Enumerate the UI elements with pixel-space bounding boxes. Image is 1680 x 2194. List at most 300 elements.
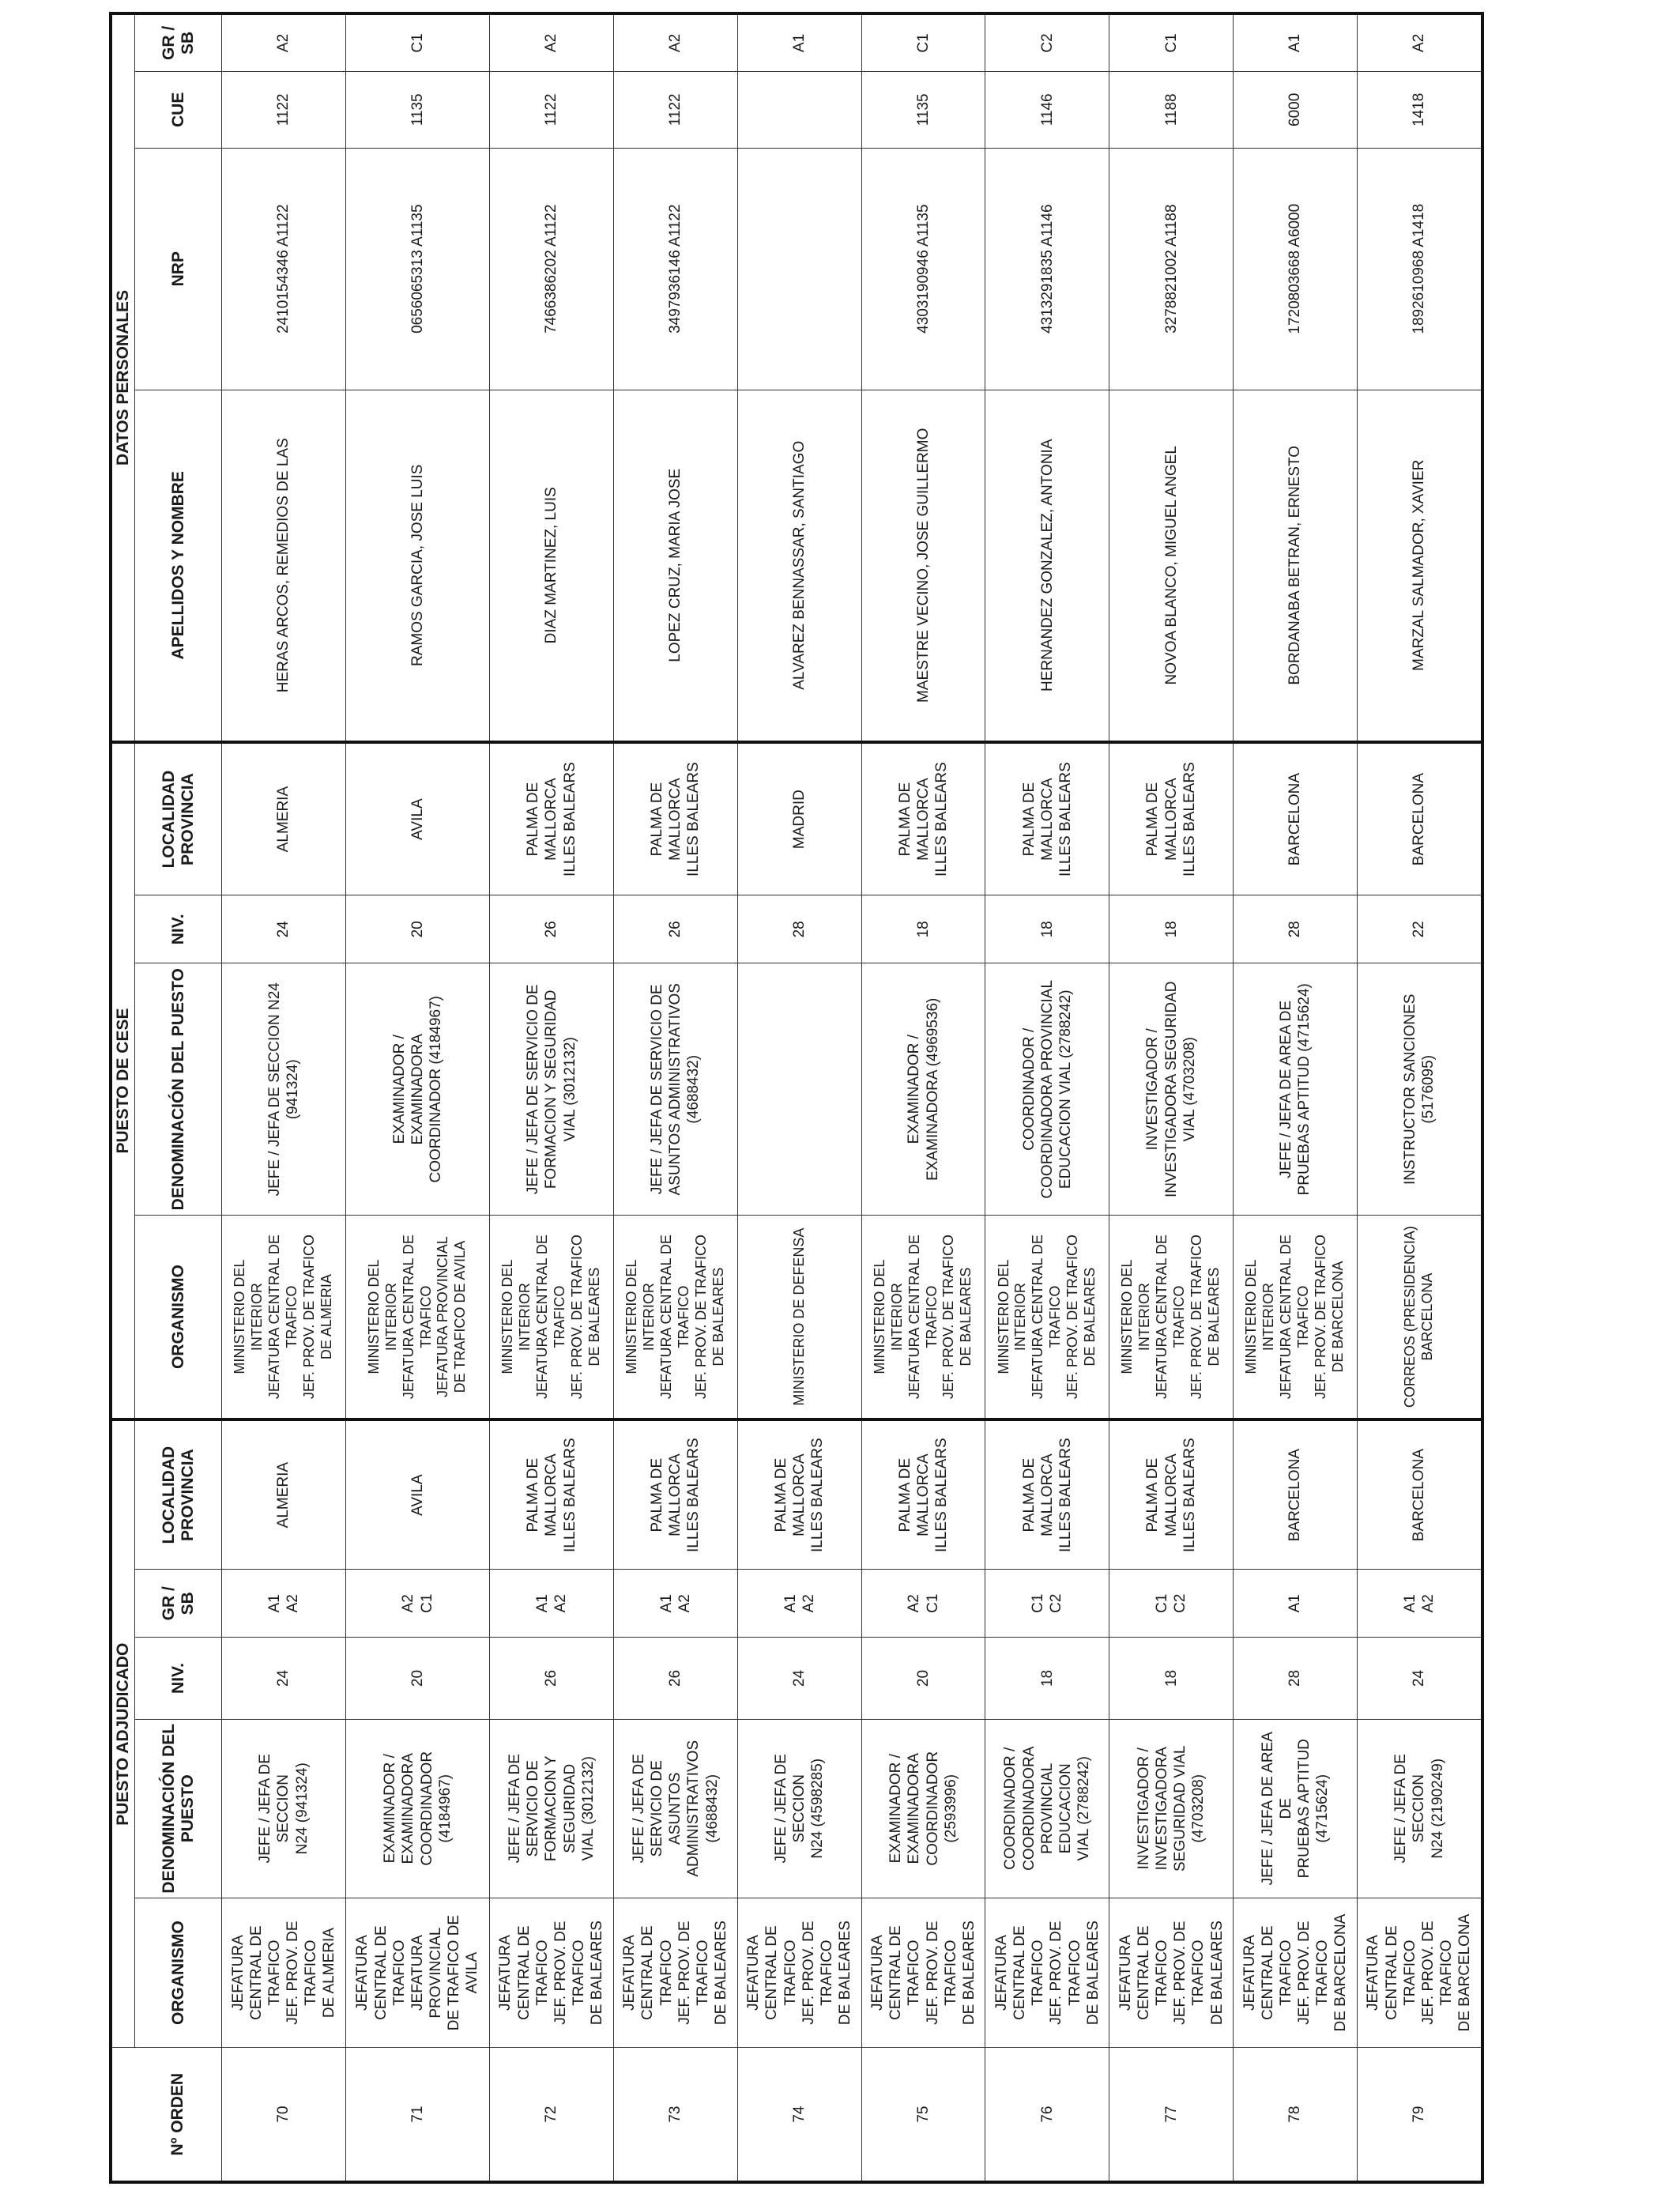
cell-niv: 28 [1234,1638,1358,1719]
cell-cese-localidad [222,742,346,895]
cell-organismo-line: JEFATURA CENTRAL DE [1241,1925,1276,2020]
cell-denominacion [985,1719,1109,1898]
cell-orden: 71 [345,2048,489,2182]
cell-cese-denominacion-line: FORMACION Y SEGURIDAD [543,990,560,1189]
col-localidad: LOCALIDAD PROVINCIA [135,1419,222,1570]
cell-cese-localidad-line: MALLORCA [1162,778,1180,861]
cell-cese-localidad [1109,742,1234,895]
cell-grsb-line: A1 [782,1594,799,1613]
cell-cese-organismo-line: CORREOS (PRESIDENCIA) [1402,1226,1418,1408]
cell-grsb-line: C2 [1172,1593,1189,1613]
cell-denominacion-line: EXAMINADOR / [382,1754,399,1864]
cell-cese-localidad-line: ILLES BALEARS [685,762,703,876]
cell-organismo-line: JEF. PROV. DE TRAFICO [676,1921,711,2025]
cell-apellidos: LOPEZ CRUZ, MARIA JOSE [613,390,737,742]
cell-grsb [1109,1570,1234,1638]
cell-cese-denominacion [1357,963,1482,1216]
cell-nrp: 7466386202 A1122 [490,148,614,390]
cell-pers-grsb: A1 [737,13,861,71]
cell-cese-organismo-line: BARCELONA [1418,1272,1435,1361]
cell-cese-organismo-line: JEFATURA CENTRAL DE [400,1235,416,1400]
cell-denominacion-line: VIAL (2788242) [1075,1756,1093,1861]
cell-cese-organismo-line: INTERIOR [640,1283,657,1351]
cell-cese-organismo-line: INTERIOR [1136,1283,1153,1351]
cell-cese-organismo-line: TRAFICO [551,1285,567,1348]
cell-grsb [490,1570,614,1638]
cell-cese-localidad-line: PALMA DE [1020,782,1038,857]
table-row [490,13,614,2182]
cell-cese-organismo-line: DE BALEARES [958,1267,974,1367]
cell-nrp: 3278821002 A1188 [1109,148,1234,390]
cell-denominacion-line: JEFE / JEFA DE SECCION [257,1754,292,1864]
cell-cese-niv: 18 [861,895,985,963]
cell-grsb-line: A1 [1401,1594,1418,1613]
cell-grsb-line: C1 [1030,1593,1047,1613]
cell-orden: 72 [490,2048,614,2182]
cell-organismo-line: JEFATURA PROVINCIAL [409,1927,445,2019]
cell-orden: 79 [1357,2048,1482,2182]
cell-organismo-line: JEF. PROV. DE TRAFICO [800,1921,835,2025]
cell-organismo [861,1898,985,2048]
cell-cue: 1188 [1109,71,1234,148]
cell-cese-organismo-line: MINISTERIO DEL [1243,1259,1260,1374]
cell-cese-organismo-line: TRAFICO [1171,1285,1188,1348]
cell-cese-organismo-line: INTERIOR [517,1283,533,1351]
group-puesto-cese: PUESTO DE CESE [111,742,135,1419]
table-row [345,13,489,2182]
cell-cue: 1146 [985,71,1109,148]
cell-cese-denominacion-line: INVESTIGADOR / [1144,1028,1162,1151]
cell-cese-denominacion [345,963,489,1216]
cell-denominacion-line: ADMINISTRATIVOS [685,1740,703,1877]
cell-organismo-line: TRAFICO [533,1940,551,2006]
cell-denominacion-line: SEGURIDAD VIAL [1172,1745,1189,1872]
cell-grsb-line: A2 [400,1594,417,1613]
cell-grsb [613,1570,737,1638]
cell-nrp [737,148,861,390]
cell-grsb-line: A2 [1419,1594,1437,1613]
cell-niv: 26 [490,1638,614,1719]
cell-nrp: 1720803668 A6000 [1234,148,1358,390]
cell-denominacion [1234,1719,1358,1898]
cell-denominacion-line: EXAMINADORA [906,1753,923,1864]
cell-organismo [1357,1898,1482,2048]
cell-localidad [1234,1419,1358,1570]
cell-cese-localidad-line: MALLORCA [914,778,932,861]
cell-cese-localidad-line: MADRID [791,790,808,850]
cell-denominacion-line: PROVINCIAL EDUCACION [1038,1762,1074,1854]
cell-cese-organismo-line: MINISTERIO DE DEFENSA [790,1227,807,1406]
cell-cue: 1135 [345,71,489,148]
cell-cese-denominacion [861,963,985,1216]
cell-denominacion [222,1719,346,1898]
cell-nrp: 4313291835 A1146 [985,148,1109,390]
cell-grsb [1357,1570,1482,1638]
cell-cese-organismo-line: JEF. PROV. DE TRAFICO [1188,1235,1205,1400]
cell-cese-localidad-line: PALMA DE [1144,782,1162,857]
cell-cese-denominacion-line: EXAMINADOR / [390,1035,408,1144]
cell-cese-organismo [1234,1216,1358,1419]
col-denominacion: DENOMINACIÓN DEL PUESTO [135,1719,222,1898]
cell-cese-niv: 22 [1357,895,1482,963]
cell-organismo-line: JEFATURA CENTRAL DE [869,1925,905,2020]
cell-cese-localidad-line: ALMERIA [275,786,292,853]
cell-organismo-line: JEFATURA CENTRAL DE [497,1925,533,2020]
cell-cese-organismo-line: INTERIOR [249,1283,266,1351]
cell-denominacion-line: (4703208) [1190,1774,1207,1843]
cell-niv: 24 [737,1638,861,1719]
cell-denominacion-line: INVESTIGADOR / [1135,1747,1152,1870]
column-header-row [135,13,222,2182]
cell-cese-organismo [1357,1216,1482,1419]
cell-cese-organismo-line: JEFATURA CENTRAL DE [657,1235,674,1400]
cell-cese-organismo-line: MINISTERIO DEL [365,1259,382,1374]
cell-organismo-line: JEF. PROV. DE TRAFICO [1296,1921,1332,2025]
cell-grsb [737,1570,861,1638]
cell-cese-localidad-line: PALMA DE [525,782,542,857]
cell-cese-localidad [1234,742,1358,895]
cell-cese-denominacion-line: (5176095) [1419,1054,1437,1124]
cell-denominacion [1357,1719,1482,1898]
cell-organismo-line: JEF. PROV. DE TRAFICO [1048,1921,1083,2025]
cell-cese-denominacion [613,963,737,1216]
col-orden: Nº ORDEN [135,2048,222,2182]
cell-localidad-line: PALMA DE [1144,1457,1162,1532]
cell-organismo-line: DE BARCELONA [1456,1913,1474,2032]
cell-localidad [613,1419,737,1570]
col-nrp: NRP [135,148,222,390]
cell-cue: 1418 [1357,71,1482,148]
cell-niv: 20 [861,1638,985,1719]
cell-cese-denominacion [985,963,1109,1216]
cell-organismo-line: DE BALEARES [960,1921,977,2026]
cell-cese-niv: 28 [737,895,861,963]
cell-cese-denominacion-line: EXAMINADOR / [906,1035,923,1144]
cell-localidad-line: ILLES BALEARS [1057,1438,1074,1552]
cell-nrp: 3497936146 A1122 [613,148,737,390]
cell-cese-localidad-line: PALMA DE [896,782,913,857]
cell-denominacion-line: ASUNTOS [667,1772,684,1845]
cell-localidad-line: AVILA [409,1474,426,1516]
col-cese-niv: NIV. [135,895,222,963]
cell-cese-localidad [1357,742,1482,895]
cell-localidad-line: MALLORCA [543,1453,560,1536]
cell-cese-organismo-line: DE BALEARES [1206,1267,1222,1367]
table-row [613,13,737,2182]
cell-apellidos: RAMOS GARCIA, JOSE LUIS [345,390,489,742]
cell-organismo-line: JEF. PROV. DE TRAFICO [924,1921,959,2025]
cell-apellidos: BORDANABA BETRAN, ERNESTO [1234,390,1358,742]
cell-cese-organismo-line: JEFATURA CENTRAL DE [1154,1235,1170,1400]
col-apellidos: APELLIDOS Y NOMBRE [135,390,222,742]
cell-localidad [490,1419,614,1570]
cell-niv: 18 [1109,1638,1234,1719]
cell-denominacion-line: COORDINADORA [1020,1746,1038,1871]
cell-apellidos: ALVAREZ BENNASSAR, SANTIAGO [737,390,861,742]
col-cue: CUE [135,71,222,148]
cell-localidad-line: PALMA DE [525,1457,542,1532]
cell-organismo-line: DE ALMERIA [321,1928,338,2019]
cell-cese-denominacion-line: COORDINADOR / [1020,1027,1038,1151]
cell-nrp: 1892610968 A1418 [1357,148,1482,390]
cell-grsb-line: C2 [1048,1593,1065,1613]
cell-cese-denominacion-line: (941324) [284,1059,302,1120]
cell-cese-organismo-line: TRAFICO [284,1285,300,1348]
cell-niv: 26 [613,1638,737,1719]
cell-cue: 1122 [222,71,346,148]
cell-organismo-line: TRAFICO [1277,1940,1294,2006]
cell-cese-organismo-line: MINISTERIO DEL [995,1259,1011,1374]
cell-localidad [737,1419,861,1570]
cell-cese-denominacion-line: ASUNTOS ADMINISTRATIVOS [667,983,684,1196]
cell-organismo-line: DE TRAFICO DE AVILA [446,1914,481,2031]
cell-cese-organismo-line: JEF. PROV. DE TRAFICO [692,1235,709,1400]
cell-cese-denominacion-line: INSTRUCTOR SANCIONES [1401,993,1418,1185]
cell-organismo-line: DE BALEARES [837,1921,854,2026]
cell-cese-denominacion-line: JEFE / JEFA DE SECCION N24 [266,982,283,1197]
cell-grsb-line: A2 [800,1594,817,1613]
cell-cese-organismo-line: JEF. PROV. DE TRAFICO [1064,1235,1081,1400]
cell-organismo [985,1898,1109,2048]
rotated-table-sheet [109,12,1484,2184]
cell-cese-organismo-line: DE BALEARES [710,1267,726,1367]
cell-grsb-line: A2 [284,1594,302,1613]
cell-grsb-line: C1 [418,1593,435,1613]
col-cese-denominacion: DENOMINACIÓN DEL PUESTO [135,963,222,1216]
cell-localidad-line: BARCELONA [1411,1449,1428,1542]
cell-cese-localidad-line: PALMA DE [649,782,666,857]
cell-localidad-line: ILLES BALEARS [809,1438,827,1552]
cell-orden: 73 [613,2048,737,2182]
cell-cese-denominacion-line: VIAL (4703208) [1181,1037,1198,1142]
cell-orden: 70 [222,2048,346,2182]
cell-orden: 77 [1109,2048,1234,2182]
cell-organismo-line: JEFATURA CENTRAL DE [621,1925,657,2020]
cell-cese-organismo-line: JEFATURA CENTRAL DE [906,1235,922,1400]
cell-cue: 1122 [613,71,737,148]
col-cese-localidad: LOCALIDAD PROVINCIA [135,742,222,895]
cell-apellidos: MARZAL SALMADOR, XAVIER [1357,390,1482,742]
cell-cese-denominacion-line: (4688432) [685,1054,703,1124]
cell-niv: 18 [985,1638,1109,1719]
table-row [861,13,985,2182]
col-grsb: GR / SB [135,1570,222,1638]
cell-organismo [1234,1898,1358,2048]
cell-denominacion-line: JEFE / JEFA DE SERVICIO DE [507,1754,542,1864]
cell-organismo-line: TRAFICO [390,1940,408,2006]
group-datos-personales: DATOS PERSONALES [111,13,135,742]
cell-cese-organismo [861,1216,985,1419]
cell-organismo [737,1898,861,2048]
cell-organismo-line: TRAFICO [657,1940,675,2006]
cell-cese-denominacion-line: JEFE / JEFA DE SERVICIO DE [649,984,666,1195]
cell-cese-organismo [1109,1216,1234,1419]
cell-apellidos: NOVOA BLANCO, MIGUEL ANGEL [1109,390,1234,742]
cell-organismo-line: JEFATURA CENTRAL DE [1365,1925,1400,2020]
cell-organismo-line: JEFATURA CENTRAL DE [745,1925,781,2020]
cell-denominacion-line: INVESTIGADORA [1154,1747,1171,1871]
cell-cue: 1135 [861,71,985,148]
cell-cese-niv: 26 [490,895,614,963]
cell-cese-localidad-line: BARCELONA [1411,772,1428,866]
cell-cese-organismo-line: JEF. PROV. DE TRAFICO [568,1235,585,1400]
cell-organismo-line: JEFATURA CENTRAL DE [1117,1925,1152,2020]
cell-cese-organismo-line: JEF. PROV. DE TRAFICO [1313,1235,1328,1400]
cell-cese-organismo-line: JEFATURA CENTRAL DE [1278,1235,1294,1400]
cell-grsb-line: C1 [1154,1593,1171,1613]
cell-denominacion-line: PRUEBAS APTITUD [1296,1739,1313,1879]
cell-cese-organismo-line: TRAFICO [1047,1285,1064,1348]
cell-cese-denominacion-line: COORDINADOR (4184967) [428,996,445,1183]
cell-denominacion-line: N24 (2190249) [1429,1758,1446,1859]
table-row [1109,13,1234,2182]
cell-grsb-line: A2 [676,1594,693,1613]
cell-localidad-line: BARCELONA [1286,1449,1304,1542]
cell-cese-denominacion [1109,963,1234,1216]
cell-cese-denominacion-line: COORDINADORA PROVINCIAL [1038,979,1056,1199]
cell-grsb [345,1570,489,1638]
cell-organismo-line: DE BALEARES [589,1921,606,2026]
cell-nrp: 2410154346 A1122 [222,148,346,390]
cell-cese-denominacion [222,963,346,1216]
cell-denominacion [490,1719,614,1898]
cell-pers-grsb: C1 [345,13,489,71]
cell-organismo [613,1898,737,2048]
cell-organismo-line: JEFATURA CENTRAL DE [354,1925,390,2020]
cell-localidad [985,1419,1109,1570]
cell-cese-denominacion [1234,963,1358,1216]
cell-denominacion-line: N24 (4598285) [809,1758,827,1859]
cell-cese-organismo-line: INTERIOR [382,1283,399,1351]
table-row [222,13,346,2182]
cell-cese-organismo [222,1216,346,1419]
cell-cese-organismo-line: JEF. PROV. DE TRAFICO [940,1235,957,1400]
orden-group-spacer [111,2048,135,2182]
cell-cue [737,71,861,148]
cell-organismo-line: TRAFICO [266,1940,283,2006]
cell-organismo [1109,1898,1234,2048]
cell-localidad-line: ALMERIA [275,1461,292,1529]
assignments-table [109,12,1484,2184]
cell-organismo-line: DE BARCELONA [1332,1913,1350,2032]
cell-localidad [861,1419,985,1570]
cell-cese-organismo-line: MINISTERIO DEL [232,1259,248,1374]
cell-cese-organismo-line: DE TRAFICO DE AVILA [452,1240,469,1393]
cell-denominacion [345,1719,489,1898]
cell-pers-grsb: A2 [222,13,346,71]
cell-organismo-line: TRAFICO [906,1940,923,2006]
cell-cese-localidad-line: ILLES BALEARS [1057,762,1074,876]
cell-cese-localidad [345,742,489,895]
cell-cese-localidad [985,742,1109,895]
cell-denominacion-line: EXAMINADORA [400,1753,417,1864]
cell-cese-niv: 24 [222,895,346,963]
table-row [1357,13,1482,2182]
cell-denominacion-line: VIAL (3012132) [579,1756,597,1861]
cell-localidad-line: PALMA DE [896,1457,913,1532]
table-row [1234,13,1358,2182]
cell-organismo-line: TRAFICO [782,1940,799,2006]
cell-pers-grsb: A1 [1234,13,1358,71]
cell-cese-localidad-line: BARCELONA [1286,772,1304,866]
cell-cese-organismo-line: TRAFICO [1295,1285,1312,1348]
cell-nrp: 4303190946 A1135 [861,148,985,390]
cell-cese-localidad-line: ILLES BALEARS [561,762,578,876]
table-body [222,13,1482,2182]
cell-organismo-line: DE BALEARES [1208,1921,1226,2026]
cell-cese-organismo-line: INTERIOR [1260,1283,1277,1351]
cell-denominacion-line: (4688432) [703,1774,721,1843]
cell-cese-organismo-line: MINISTERIO DEL [871,1259,887,1374]
cell-cese-organismo-line: DE BALEARES [586,1267,602,1367]
cell-cese-denominacion-line: JEFE / JEFA DE SERVICIO DE [525,984,542,1195]
cell-cese-organismo-line: TRAFICO [923,1285,940,1348]
cell-cese-denominacion-line: EDUCACION VIAL (2788242) [1057,990,1074,1189]
cell-cese-organismo-line: DE BARCELONA [1329,1261,1346,1373]
cell-cese-localidad-line: MALLORCA [543,778,560,861]
cell-organismo [490,1898,614,2048]
cell-cese-organismo-line: MINISTERIO DEL [623,1259,639,1374]
cell-niv: 20 [345,1638,489,1719]
col-cese-organismo: ORGANISMO [135,1216,222,1419]
cell-cese-niv: 18 [1109,895,1234,963]
cell-grsb-line: A1 [657,1594,675,1613]
cell-cese-denominacion-line: EXAMINADORA (4969536) [924,997,941,1181]
cell-cue: 1122 [490,71,614,148]
cell-cese-denominacion [490,963,614,1216]
cell-organismo-line: JEFATURA CENTRAL DE [993,1925,1029,2020]
cell-denominacion-line: JEFE / JEFA DE SERVICIO DE [630,1754,666,1864]
cell-cese-organismo-line: MINISTERIO DEL [499,1259,516,1374]
cell-orden: 78 [1234,2048,1358,2182]
cell-cue: 6000 [1234,71,1358,148]
cell-organismo-line: TRAFICO [1401,1940,1418,2006]
cell-orden: 74 [737,2048,861,2182]
cell-cese-organismo-line: JEFATURA PROVINCIAL [435,1236,451,1397]
cell-orden: 76 [985,2048,1109,2182]
cell-denominacion [737,1719,861,1898]
cell-grsb [1234,1570,1358,1638]
cell-cese-organismo-line: INTERIOR [1012,1283,1029,1351]
cell-cese-organismo-line: JEFATURA CENTRAL DE [266,1235,283,1400]
cell-cese-organismo [345,1216,489,1419]
cell-grsb-line: A2 [906,1594,923,1613]
cell-denominacion-line: N24 (941324) [293,1762,311,1855]
cell-cese-niv: 18 [985,895,1109,963]
cell-organismo-line: DE BALEARES [1084,1921,1102,2026]
cell-localidad [222,1419,346,1570]
cell-organismo-line: JEF. PROV. DE TRAFICO [552,1921,588,2025]
group-puesto-adjudicado: PUESTO ADJUDICADO [111,1419,135,2048]
cell-cese-localidad-line: ILLES BALEARS [1181,762,1198,876]
cell-organismo-line: DE BALEARES [713,1921,730,2026]
cell-organismo [345,1898,489,2048]
cell-organismo-line: JEFATURA CENTRAL DE [229,1925,265,2020]
cell-grsb [985,1570,1109,1638]
cell-cese-localidad-line: AVILA [409,798,426,840]
cell-denominacion-line: EXAMINADOR / [887,1754,905,1864]
cell-cese-niv: 28 [1234,895,1358,963]
cell-pers-grsb: C2 [985,13,1109,71]
cell-denominacion [613,1719,737,1898]
cell-localidad-line: PALMA DE [772,1457,789,1532]
cell-localidad [1357,1419,1482,1570]
cell-grsb-line: A1 [266,1594,283,1613]
cell-cese-organismo [737,1216,861,1419]
cell-cese-localidad-line: MALLORCA [1038,778,1056,861]
cell-organismo [222,1898,346,2048]
cell-localidad-line: MALLORCA [791,1453,808,1536]
